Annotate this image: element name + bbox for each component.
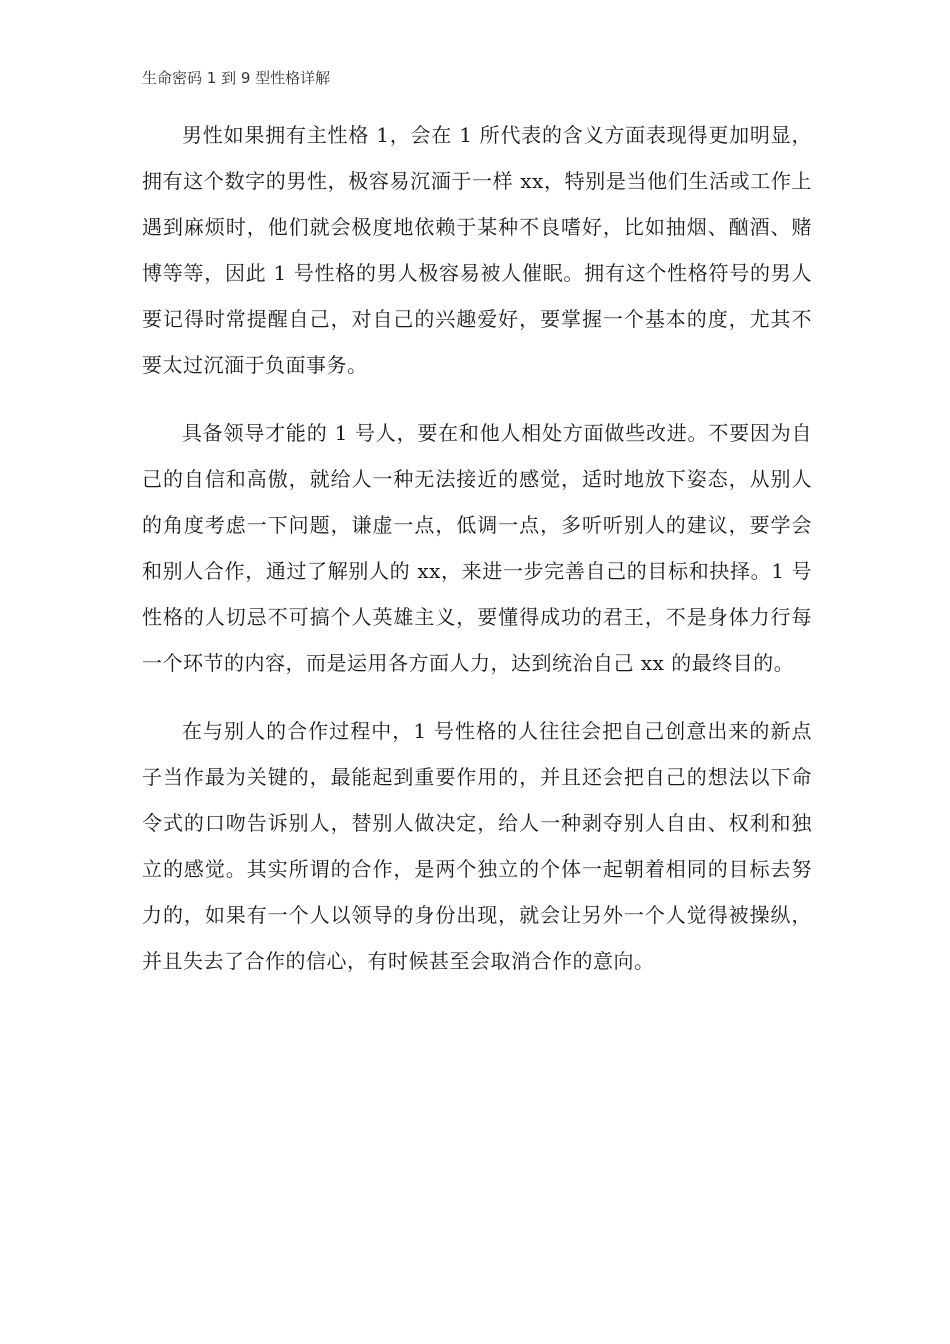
document-body [142, 112, 812, 1006]
paragraph-1: 男性如果拥有主性格 1，会在 1 所代表的含义方面表现得更加明显，拥有这个数字的男性，极容易沉湎于一样 xx，特别是当他们生活或工作上遇到麻烦时，他们就会极度地依赖于某种不良嗜好，比如抽烟、酗酒、赌博等等，因此 1 号性格的男人极容易被人催眠。拥有这个性格符号的男人要记得时常提醒自己，对自己的兴趣爱好，要掌握一个基本的度，尤其不要太过沉湎于负面事务。 [142, 123, 812, 377]
page-header-title: 生命密码 1 到 9 型性格详解 [142, 69, 331, 87]
paragraph-3: 在与别人的合作过程中，1 号性格的人往往会把自己创意出来的新点子当作最为关键的，最能起到重要作用的，并且还会把自己的想法以下命令式的口吻告诉别人，替别人做决定，给人一种剥夺别人自由、权利和独立的感觉。其实所谓的合作，是两个独立的个体一起朝着相同的目标去努力的，如果有一个人以领导的身份出现，就会让另外一个人觉得被操纵，并且失去了合作的信心，有时候甚至会取消合作的意向。 [142, 719, 812, 973]
paragraph-2: 具备领导才能的 1 号人，要在和他人相处方面做些改进。不要因为自己的自信和高傲，就给人一种无法接近的感觉，适时地放下姿态，从别人的角度考虑一下问题，谦虚一点，低调一点，多听听别人的建议，要学会和别人合作，通过了解别人的 xx，来进一步完善自己的目标和抉择。1 号性格的人切忌不可搞个人英雄主义，要懂得成功的君王，不是身体力行每一个环节的内容，而是运用各方面人力，达到统治自己 xx 的最终目的。 [142, 421, 812, 675]
